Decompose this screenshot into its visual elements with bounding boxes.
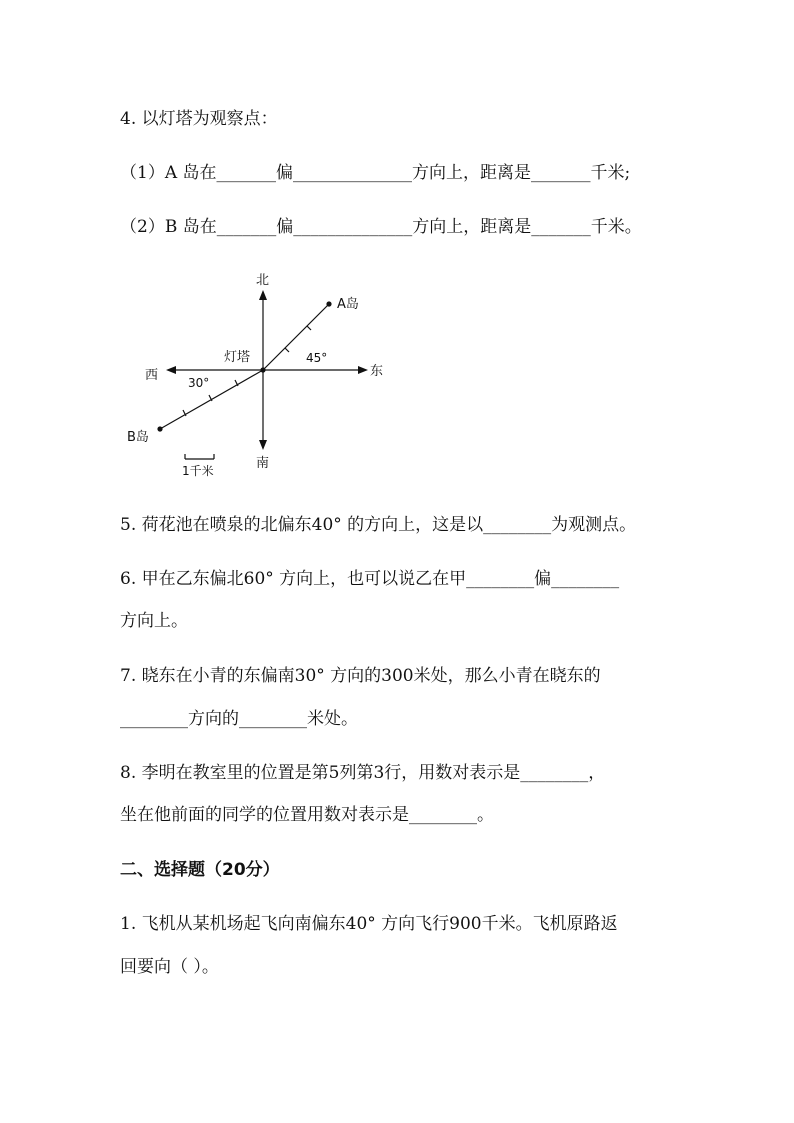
angle-a-label: 45° bbox=[306, 351, 328, 365]
angle-b-label: 30° bbox=[188, 376, 210, 390]
north-label: 北 bbox=[256, 273, 270, 288]
question-4-title: 4. 以灯塔为观察点： bbox=[120, 109, 278, 129]
east-label: 东 bbox=[370, 364, 384, 379]
north-arrow-icon bbox=[259, 290, 267, 300]
lighthouse-point bbox=[260, 367, 265, 372]
section-heading-choice: 二、选择题（20分） bbox=[120, 860, 280, 880]
scale-label: 1千米 bbox=[182, 464, 214, 478]
question-8-line-2: 坐在他前面的同学的位置用数对表示是________。 bbox=[120, 805, 494, 825]
question-6-line-2: 方向上。 bbox=[120, 611, 188, 631]
west-arrow-icon bbox=[166, 366, 176, 374]
west-label: 西 bbox=[145, 368, 159, 383]
question-7-line-2: ________方向的________米处。 bbox=[120, 709, 358, 729]
b-island-point bbox=[157, 426, 162, 431]
tick-a-1 bbox=[285, 348, 289, 352]
south-arrow-icon bbox=[259, 440, 267, 450]
question-5: 5. 荷花池在喷泉的北偏东40° 的方向上，这是以________为观测点。 bbox=[120, 515, 637, 535]
question-4-part-1: （1）A 岛在_______偏______________方向上，距离是_______千米; bbox=[120, 163, 631, 183]
east-arrow-icon bbox=[358, 366, 368, 374]
question-8-line-1: 8. 李明在教室里的位置是第5列第3行，用数对表示是________， bbox=[120, 763, 606, 783]
tick-a-2 bbox=[307, 326, 311, 330]
choice-question-1-line-2: 回要向（ ）。 bbox=[120, 957, 219, 977]
a-island-point bbox=[326, 301, 331, 306]
question-4-part-2: （2）B 岛在_______偏______________方向上，距离是_______千米。 bbox=[120, 217, 642, 237]
a-island-label: A岛 bbox=[337, 297, 359, 312]
question-6-line-1: 6. 甲在乙东偏北60° 方向上，也可以说乙在甲________偏________ bbox=[120, 569, 620, 589]
b-island-label: B岛 bbox=[127, 430, 149, 445]
south-label: 南 bbox=[256, 456, 270, 471]
question-7-line-1: 7. 晓东在小青的东偏南30° 方向的300米处，那么小青在晓东的 bbox=[120, 666, 601, 686]
lighthouse-label: 灯塔 bbox=[224, 350, 251, 365]
choice-question-1-line-1: 1. 飞机从某机场起飞向南偏东40° 方向飞行900千米。飞机原路返 bbox=[120, 914, 618, 934]
